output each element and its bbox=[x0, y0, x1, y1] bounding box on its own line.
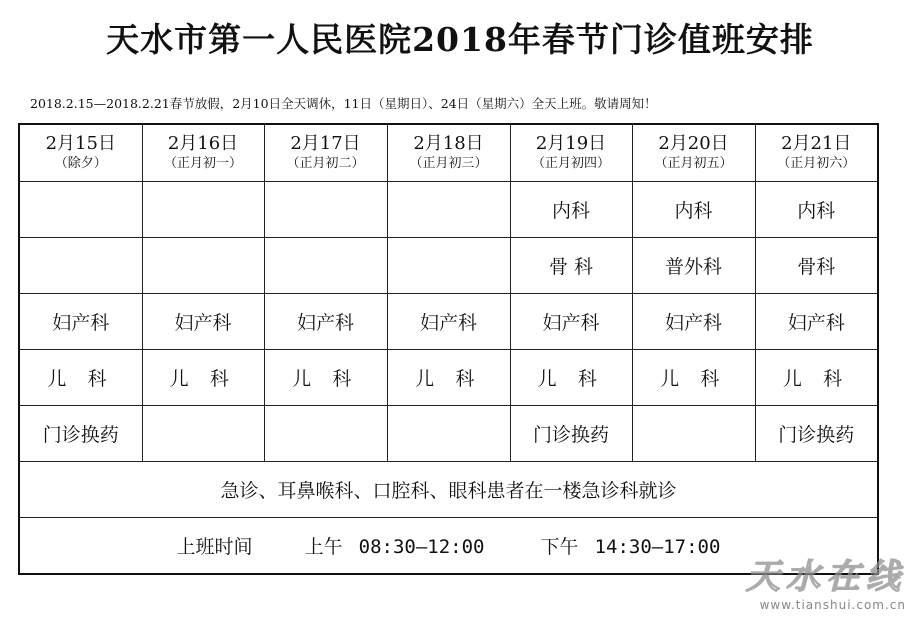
duty-cell: 儿 科 bbox=[755, 350, 878, 406]
holiday-notice: 2018.2.15—2018.2.21春节放假，2月10日全天调休，11日（星期日）、24日（星期六）全天上班。敬请周知！ bbox=[30, 96, 657, 111]
afternoon-label: 下午 bbox=[540, 536, 579, 558]
page-title: 天水市第一人民医院2018年春节门诊值班安排 bbox=[106, 20, 814, 59]
watermark-logo: 天水在线 bbox=[746, 557, 906, 597]
duty-cell: 普外科 bbox=[632, 238, 755, 294]
day-header: 2月16日 （正月初一） bbox=[142, 124, 264, 182]
duty-cell: 门诊换药 bbox=[755, 406, 878, 462]
duty-cell: 妇产科 bbox=[19, 294, 142, 350]
duty-cell bbox=[19, 238, 142, 294]
duty-cell: 骨科 bbox=[755, 238, 878, 294]
duty-cell bbox=[264, 406, 387, 462]
day-header: 2月20日 （正月初五） bbox=[632, 124, 755, 182]
emergency-note: 急诊、耳鼻喉科、口腔科、眼科患者在一楼急诊科就诊 bbox=[19, 462, 878, 518]
duty-cell bbox=[142, 406, 264, 462]
duty-cell bbox=[142, 182, 264, 238]
duty-cell: 门诊换药 bbox=[510, 406, 632, 462]
emergency-row bbox=[19, 462, 878, 518]
duty-cell bbox=[264, 238, 387, 294]
day-header: 2月19日 （正月初四） bbox=[510, 124, 632, 182]
duty-cell: 内科 bbox=[632, 182, 755, 238]
duty-cell: 儿 科 bbox=[264, 350, 387, 406]
duty-cell bbox=[264, 182, 387, 238]
duty-cell bbox=[387, 238, 510, 294]
duty-cell: 儿 科 bbox=[632, 350, 755, 406]
duty-cell: 儿 科 bbox=[510, 350, 632, 406]
duty-cell: 妇产科 bbox=[755, 294, 878, 350]
duty-cell bbox=[632, 406, 755, 462]
day-header: 2月21日 （正月初六） bbox=[755, 124, 878, 182]
day-header: 2月18日 （正月初三） bbox=[387, 124, 510, 182]
duty-cell bbox=[387, 182, 510, 238]
morning-label: 上午 bbox=[304, 536, 343, 558]
afternoon-hours: 14:30—17:00 bbox=[594, 536, 721, 558]
day-header: 2月15日 （除夕） bbox=[19, 124, 142, 182]
duty-cell: 妇产科 bbox=[510, 294, 632, 350]
site-watermark bbox=[746, 549, 906, 612]
table-header-row bbox=[19, 124, 878, 182]
day-header: 2月17日 （正月初二） bbox=[264, 124, 387, 182]
duty-schedule-table bbox=[18, 123, 879, 575]
duty-cell bbox=[387, 406, 510, 462]
duty-cell: 妇产科 bbox=[632, 294, 755, 350]
work-hours-label: 上班时间 bbox=[176, 536, 253, 558]
table-row bbox=[19, 406, 878, 462]
duty-cell: 妇产科 bbox=[142, 294, 264, 350]
morning-hours: 08:30—12:00 bbox=[358, 536, 485, 558]
duty-cell: 骨 科 bbox=[510, 238, 632, 294]
duty-cell: 儿 科 bbox=[19, 350, 142, 406]
duty-cell bbox=[142, 238, 264, 294]
table-row bbox=[19, 238, 878, 294]
duty-cell: 内科 bbox=[755, 182, 878, 238]
watermark-url: www.tianshui.com.cn bbox=[759, 598, 906, 612]
duty-cell: 儿 科 bbox=[387, 350, 510, 406]
duty-cell: 妇产科 bbox=[387, 294, 510, 350]
table-row bbox=[19, 182, 878, 238]
duty-cell: 儿 科 bbox=[142, 350, 264, 406]
duty-cell bbox=[19, 182, 142, 238]
duty-cell: 内科 bbox=[510, 182, 632, 238]
table-row bbox=[19, 294, 878, 350]
duty-cell: 妇产科 bbox=[264, 294, 387, 350]
duty-cell: 门诊换药 bbox=[19, 406, 142, 462]
table-row bbox=[19, 350, 878, 406]
